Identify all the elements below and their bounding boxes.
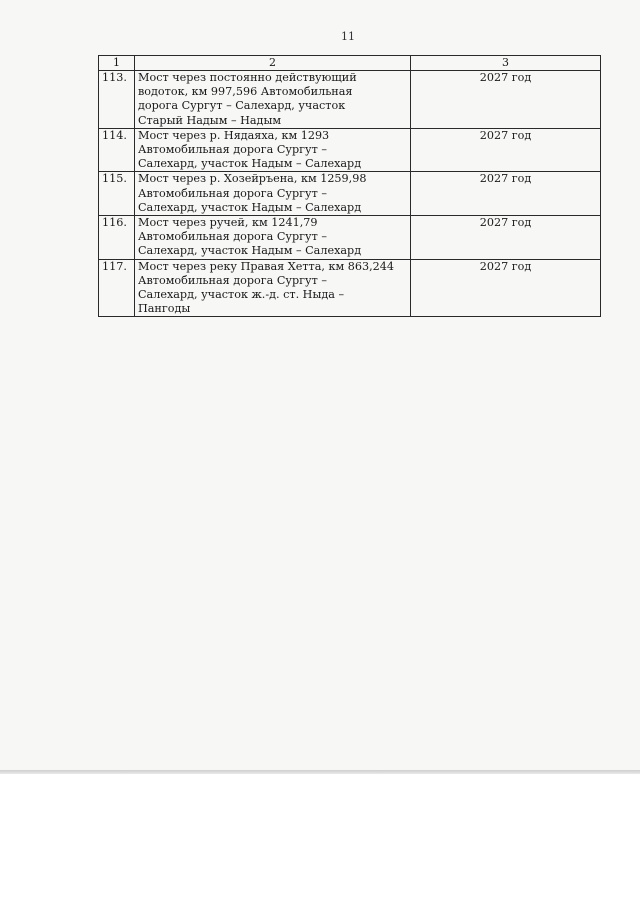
object-name bbox=[135, 71, 411, 129]
row-number: 115. bbox=[99, 172, 135, 216]
page-number: 11 bbox=[341, 30, 355, 43]
column-header-name: 2 bbox=[135, 56, 411, 71]
table-header-row bbox=[99, 56, 601, 71]
table-row bbox=[99, 172, 601, 216]
completion-year: 2027 год bbox=[411, 216, 601, 260]
completion-year: 2027 год bbox=[411, 259, 601, 317]
table-row bbox=[99, 216, 601, 260]
object-name-line: Мост через реку Правая Хетта, км 863,244 bbox=[138, 259, 395, 273]
object-name bbox=[135, 216, 411, 260]
table-row bbox=[99, 128, 601, 172]
object-name-line: Мост через р. Нядаяха, км 1293 bbox=[138, 128, 330, 142]
row-number: 116. bbox=[99, 216, 135, 260]
completion-year: 2027 год bbox=[411, 172, 601, 216]
object-name-line: Автомобильная дорога Сургут – bbox=[138, 230, 327, 244]
object-name-line: Салехард, участок ж.-д. ст. Ныда – bbox=[138, 288, 345, 302]
row-number: 117. bbox=[99, 259, 135, 317]
object-name bbox=[135, 259, 411, 317]
object-name-line: Автомобильная дорога Сургут – bbox=[138, 143, 327, 157]
object-name-line: Автомобильная дорога Сургут – bbox=[138, 186, 327, 200]
table-row bbox=[99, 259, 601, 317]
row-number: 113. bbox=[99, 71, 135, 129]
column-header-year: 3 bbox=[411, 56, 601, 71]
column-header-number: 1 bbox=[99, 56, 135, 71]
row-number: 114. bbox=[99, 128, 135, 172]
object-name-line: Автомобильная дорога Сургут – bbox=[138, 273, 327, 287]
object-name-line: Мост через р. Хозейръена, км 1259,98 bbox=[138, 172, 367, 186]
object-name-line: водоток, км 997,596 Автомобильная bbox=[138, 85, 353, 99]
object-name-line: Салехард, участок Надым – Салехард bbox=[138, 200, 362, 214]
completion-year: 2027 год bbox=[411, 71, 601, 129]
object-name-line: Мост через ручей, км 1241,79 bbox=[138, 216, 318, 230]
completion-year: 2027 год bbox=[411, 128, 601, 172]
object-name bbox=[135, 128, 411, 172]
object-name-line: Мост через постоянно действующий bbox=[138, 71, 357, 84]
object-name-line: Салехард, участок Надым – Салехард bbox=[138, 157, 362, 171]
object-name-line: Салехард, участок Надым – Салехард bbox=[138, 244, 362, 258]
object-name bbox=[135, 172, 411, 216]
bridge-schedule-table bbox=[98, 55, 601, 317]
object-name-line: Пангоды bbox=[138, 302, 191, 316]
object-name-line: дорога Сургут – Салехард, участок bbox=[138, 99, 346, 113]
table-row bbox=[99, 71, 601, 129]
page-edge-shadow bbox=[0, 770, 640, 774]
object-name-line: Старый Надым – Надым bbox=[138, 113, 282, 127]
